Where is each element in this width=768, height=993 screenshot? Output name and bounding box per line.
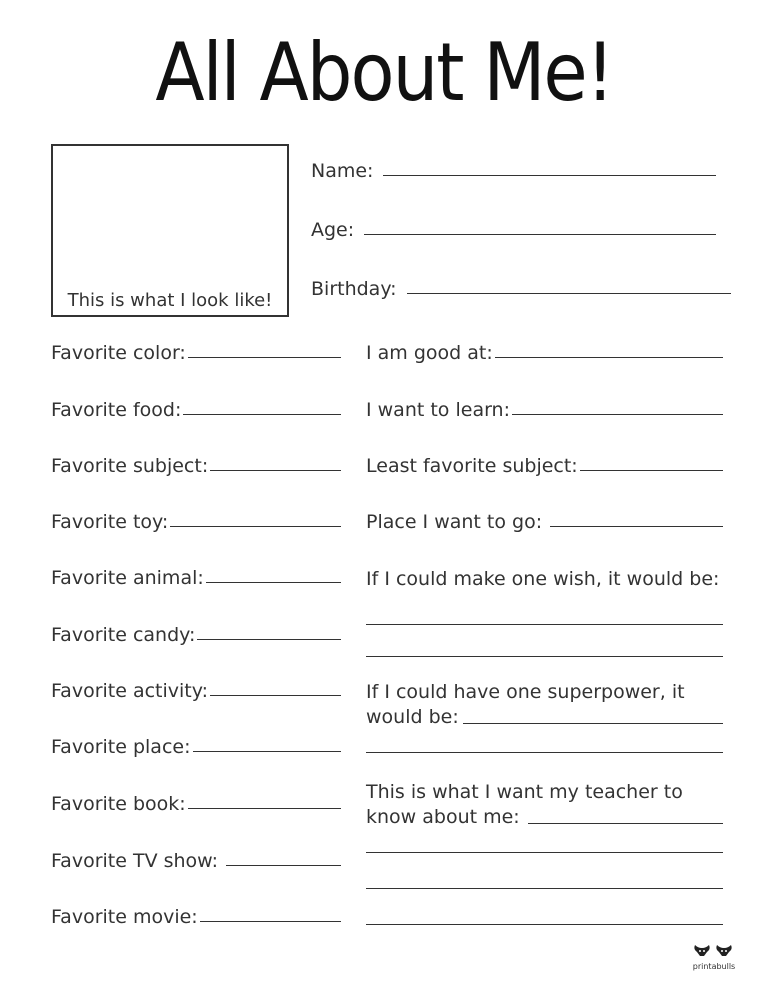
superpower-line-1[interactable] [463, 723, 723, 724]
favorite-food-line[interactable] [183, 414, 341, 415]
teacher-line-1[interactable] [528, 823, 723, 824]
teacher-line-2[interactable] [366, 852, 723, 853]
favorite-activity-line[interactable] [210, 695, 341, 696]
favorite-toy-line[interactable] [170, 526, 341, 527]
favorite-tv-show-label: Favorite TV show: [51, 850, 219, 872]
superpower-field[interactable] [366, 680, 723, 730]
age-field[interactable] [311, 219, 716, 241]
wish-line-1[interactable] [366, 624, 723, 625]
favorite-activity-label: Favorite activity: [51, 680, 209, 702]
teacher-row[interactable] [366, 805, 723, 830]
favorite-subject-label: Favorite subject: [51, 455, 209, 477]
favorite-place-label: Favorite place: [51, 736, 191, 758]
favorite-candy-line[interactable] [197, 639, 341, 640]
favorite-food-field[interactable] [51, 399, 341, 421]
teacher-prompt-line1: This is what I want my teacher to [366, 781, 683, 803]
place-want-to-go-field[interactable] [366, 511, 723, 533]
birthday-line[interactable] [407, 293, 731, 294]
teacher-field[interactable] [366, 780, 723, 830]
photo-box[interactable] [51, 144, 289, 317]
want-to-learn-label: I want to learn: [366, 399, 511, 421]
age-line[interactable] [364, 234, 716, 235]
favorite-movie-label: Favorite movie: [51, 906, 198, 928]
favorite-food-label: Favorite food: [51, 399, 182, 421]
printabulls-logo [690, 942, 738, 971]
favorite-toy-field[interactable] [51, 511, 341, 533]
favorite-color-label: Favorite color: [51, 342, 186, 364]
age-label: Age: [311, 219, 355, 241]
least-favorite-subject-field[interactable] [366, 455, 723, 477]
place-want-to-go-label: Place I want to go: [366, 511, 543, 533]
teacher-line-3[interactable] [366, 888, 723, 889]
favorite-book-line[interactable] [188, 808, 341, 809]
teacher-prompt-line2: know about me: [366, 806, 520, 828]
birthday-label: Birthday: [311, 278, 397, 300]
superpower-line-2[interactable] [366, 752, 723, 753]
least-favorite-subject-label: Least favorite subject: [366, 455, 578, 477]
least-favorite-subject-line[interactable] [580, 470, 723, 471]
favorite-color-line[interactable] [188, 357, 341, 358]
favorite-candy-field[interactable] [51, 624, 341, 646]
favorite-place-line[interactable] [193, 751, 342, 752]
superpower-prompt-line1: If I could have one superpower, it [366, 681, 685, 703]
favorite-toy-label: Favorite toy: [51, 511, 169, 533]
favorite-subject-field[interactable] [51, 455, 341, 477]
favorite-animal-label: Favorite animal: [51, 567, 204, 589]
favorite-activity-field[interactable] [51, 680, 341, 702]
photo-caption: This is what I look like! [67, 290, 273, 311]
good-at-line[interactable] [495, 357, 723, 358]
favorite-animal-field[interactable] [51, 567, 341, 589]
favorite-book-field[interactable] [51, 793, 341, 815]
wish-line-2[interactable] [366, 656, 723, 657]
favorite-animal-line[interactable] [206, 582, 341, 583]
superpower-prompt-line2: would be: [366, 706, 459, 728]
superpower-row[interactable] [366, 705, 723, 730]
favorite-place-field[interactable] [51, 736, 341, 758]
favorite-book-label: Favorite book: [51, 793, 186, 815]
name-label: Name: [311, 160, 374, 182]
name-field[interactable] [311, 160, 716, 182]
good-at-label: I am good at: [366, 342, 493, 364]
favorite-tv-show-field[interactable] [51, 850, 341, 872]
want-to-learn-field[interactable] [366, 399, 723, 421]
favorite-movie-line[interactable] [200, 921, 341, 922]
teacher-line-4[interactable] [366, 924, 723, 925]
name-line[interactable] [383, 175, 716, 176]
logo-text: printabulls [692, 962, 736, 971]
want-to-learn-line[interactable] [512, 414, 723, 415]
birthday-field[interactable] [311, 278, 731, 300]
favorite-candy-label: Favorite candy: [51, 624, 196, 646]
good-at-field[interactable] [366, 342, 723, 364]
page-title: All About Me! [155, 24, 613, 120]
favorite-subject-line[interactable] [210, 470, 341, 471]
favorite-movie-field[interactable] [51, 906, 341, 928]
bulls-logo-icon [692, 943, 736, 957]
place-want-to-go-line[interactable] [550, 526, 723, 527]
favorite-color-field[interactable] [51, 342, 341, 364]
favorite-tv-show-line[interactable] [226, 865, 341, 866]
wish-prompt: If I could make one wish, it would be: [366, 568, 720, 590]
